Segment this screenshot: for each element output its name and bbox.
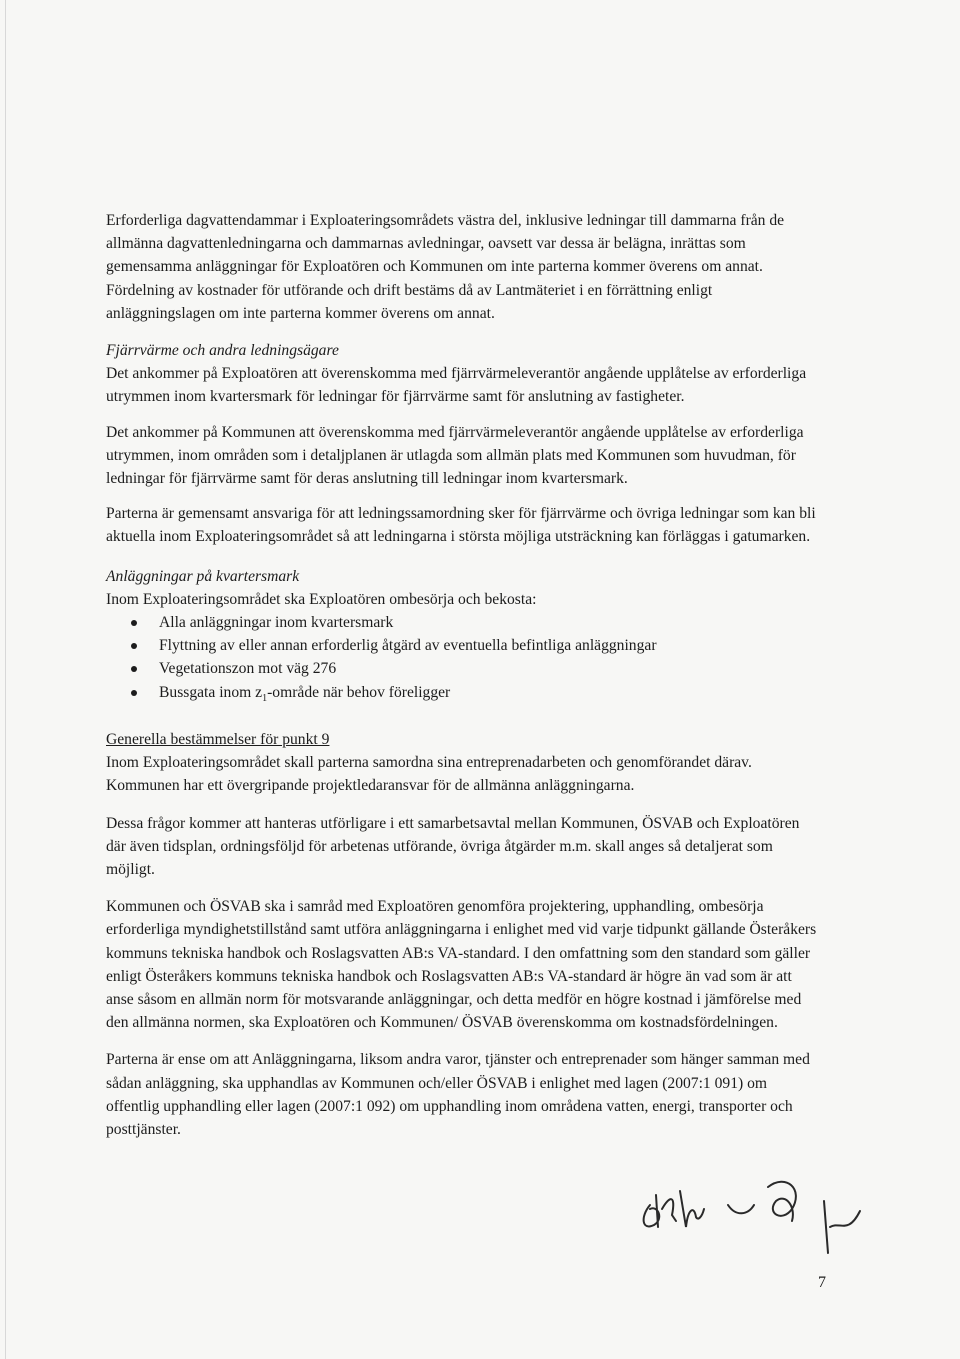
list-item-subscript: 1 xyxy=(262,692,268,704)
bullet-icon xyxy=(131,620,137,626)
paragraph-exploator-fjarrvarme: Det ankommer på Exploatören att överenskomma med fjärrvärmeleverantör angående upplåtelse av erforderliga utrymmen inom kvartersmark för ledningar för fjärrvärme samt för anslutning av fastigheter. xyxy=(106,365,807,406)
signature-stroke-2 xyxy=(728,1182,796,1221)
list-item xyxy=(106,657,822,680)
paragraph-ledningssamordning: Parterna är gemensamt ansvariga för att ledningssamordning sker för fjärrvärme och övriga ledningar som kan bli aktuella inom Exploateringsområdet så att ledningarna i största möjliga utsträckning kan förläggas i gatumarken. xyxy=(106,505,816,546)
list-item xyxy=(106,681,822,710)
list-item-text: Flyttning av eller annan erforderlig åtgärd av eventuella befintliga anläggningar xyxy=(159,637,657,655)
paragraph-dagvattendammar: Erforderliga dagvattendammar i Exploateringsområdets västra del, inklusive ledningar till dammarna från de allmänna dagvattenledningarna och dammarnas avledningar, oavsett var dessa är belägna, inrättas som gemensamma anläggningar för Exploatören och Kommunen om inte parterna kommer överens om annat. Fördelning av kostnader för utförande och drift bestäms då av Lantmäteriet i en förrättning enligt anläggningslagen om inte parterna kommer överens om annat. xyxy=(106,212,785,322)
paragraph-kommun-fjarrvarme: Det ankommer på Kommunen att överenskomma med fjärrvärmeleverantör angående upplåtelse av erforderliga utrymmen, inom områden som i detaljplanen är utlagda som allmän plats med Kommunen som huvudman, för ledningar för fjärrvärme samt för deras anslutning till ledningar inom kvartersmark. xyxy=(106,423,804,488)
heading-anlaggningar-kvartersmark: Anläggningar på kvartersmark xyxy=(106,567,300,585)
signature-stroke-1 xyxy=(644,1191,704,1227)
list-item-text-post: -område när behov föreligger xyxy=(267,683,451,701)
paragraph-ombesorja: Inom Exploateringsområdet ska Exploatören ombesörja och bekosta: xyxy=(106,590,537,608)
list-item-text: Vegetationszon mot väg 276 xyxy=(159,660,337,678)
scan-edge-line xyxy=(5,0,6,1359)
bullet-icon xyxy=(131,666,137,672)
bullet-list xyxy=(106,611,822,710)
paragraph-samordna-entreprenad: Inom Exploateringsområdet skall parterna samordna sina entreprenadarbeten och genomförandet därav. Kommunen har ett övergripande projektledaransvar för de allmänna anläggningarna. xyxy=(106,754,752,795)
heading-fjarrvarme: Fjärrvärme och andra ledningsägare xyxy=(106,342,339,360)
bullet-icon xyxy=(131,690,137,696)
signature-initials xyxy=(636,1165,866,1260)
list-item xyxy=(106,634,822,657)
list-item-text-pre: Bussgata inom z xyxy=(159,683,263,701)
paragraph-samarbetsavtal: Dessa frågor kommer att hanteras utförligare i ett samarbetsavtal mellan Kommunen, ÖSVAB och Exploatören där även tidsplan, ordningsföljd för arbetenas utförande, övriga åtgärder m.m. skall anges så detaljerat som möjligt. xyxy=(106,814,800,878)
heading-generella-bestammelser: Generella bestämmelser för punkt 9 xyxy=(106,730,330,748)
bullet-icon xyxy=(131,643,137,649)
list-item-text: Alla anläggningar inom kvartersmark xyxy=(159,614,394,632)
page-number: 7 xyxy=(818,1274,826,1291)
paragraph-projektering: Kommunen och ÖSVAB ska i samråd med Exploatören genomföra projektering, upphandling, ombesörja erforderliga myndighetstillstånd samt utföra anläggningarna i enlighet med vid varje tidpunkt gällande Österåkers kommuns tekniska handbok och Roslagsvatten AB:s VA-standard. I den omfattning som den standard som gäller enligt Österåkers kommuns tekniska handbok och Roslagsvatten AB:s VA-standard är högre än vad som är att anse såsom en allmän norm för motsvarande anläggningar, och detta medför en högre kostnad i jämförelse med den allmänna normen, ska Exploatören och Kommunen/ ÖSVAB överenskomma om kostnadsfördelningen. xyxy=(106,898,817,1032)
list-item xyxy=(106,611,822,634)
paragraph-upphandling: Parterna är ense om att Anläggningarna, liksom andra varor, tjänster och entreprenader som hänger samman med sådan anläggning, ska upphandlas av Kommunen och/eller ÖSVAB i enlighet med lagen (2007:1 091) om offentlig upphandling eller lagen (2007:1 092) om upphandling inom områdena vatten, energi, transporter och posttjänster. xyxy=(106,1051,810,1139)
document-body xyxy=(106,209,822,1141)
signature-stroke-3 xyxy=(824,1201,860,1253)
